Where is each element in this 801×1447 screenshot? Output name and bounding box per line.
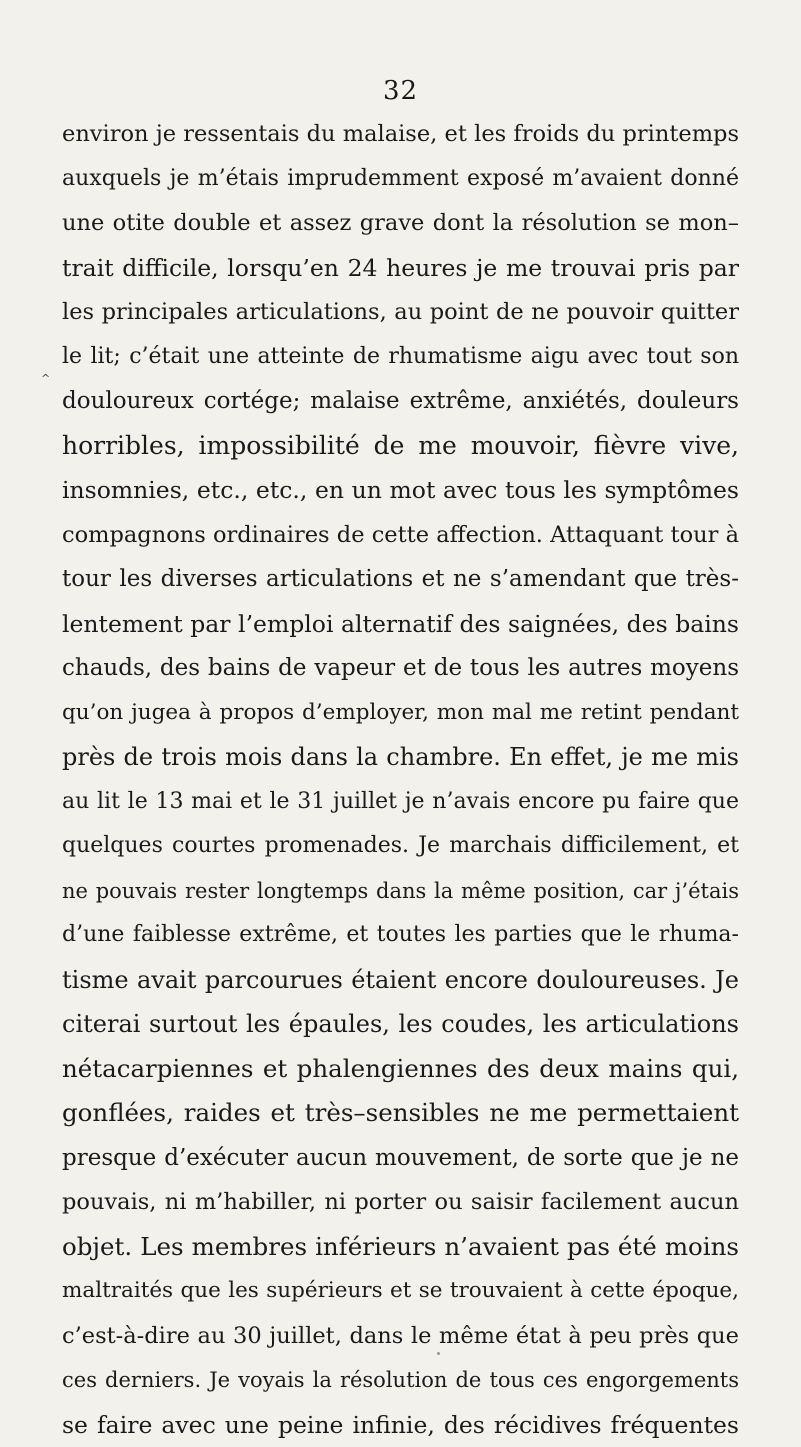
text-line: objet. Les membres inférieurs n’avaient pas été moins bbox=[62, 1231, 739, 1261]
text-line: lentement par l’emploi alternatif des saignées, des bains bbox=[62, 609, 739, 638]
text-line: douloureux cortége; malaise extrême, anxiétés, douleurs bbox=[62, 388, 739, 414]
text-line: maltraités que les supérieurs et se trouvaient à cette époque, bbox=[62, 1278, 739, 1303]
text-line: gonflées, raides et très–sensibles ne me permettaient bbox=[62, 1098, 739, 1127]
text-line: quelques courtes promenades. Je marchais difficilement, et bbox=[62, 833, 739, 858]
text-line: qu’on jugea à propos d’employer, mon mal me retint pendant bbox=[62, 699, 739, 725]
text-line: d’une faiblesse extrême, et toutes les parties que le rhuma- bbox=[62, 922, 739, 947]
text-line: chauds, des bains de vapeur et de tous les autres moyens bbox=[62, 655, 739, 681]
text-line: pouvais, ni m’habiller, ni porter ou saisir facilement aucun bbox=[62, 1189, 739, 1215]
text-line: une otite double et assez grave dont la résolution se mon– bbox=[62, 210, 739, 236]
text-line: au lit le 13 mai et le 31 juillet je n’avais encore pu faire que bbox=[62, 788, 739, 814]
text-line: trait difficile, lorsqu’en 24 heures je me trouvai pris par bbox=[62, 253, 739, 282]
text-line: se faire avec une peine infinie, des récidives fréquentes bbox=[62, 1410, 739, 1439]
text-line: les principales articulations, au point de ne pouvoir quitter bbox=[62, 299, 739, 325]
text-line: environ je ressentais du malaise, et les froids du printemps bbox=[62, 121, 739, 147]
text-line: nétacarpiennes et phalengiennes des deux mains qui, bbox=[62, 1053, 739, 1083]
text-line: horribles, impossibilité de me mouvoir, fièvre vive, bbox=[62, 430, 739, 460]
text-line: compagnons ordinaires de cette affection. Attaquant tour à bbox=[62, 521, 739, 548]
page-number: 32 bbox=[382, 76, 419, 106]
text-line: insomnies, etc., etc., en un mot avec tous les symptômes bbox=[62, 476, 739, 504]
text-line: c’est-à-dire au 30 juillet, dans le même état à peu près que bbox=[62, 1322, 739, 1349]
text-line: le lit; c’était une atteinte de rhumatisme aigu avec tout son bbox=[62, 343, 739, 369]
text-line: ne pouvais rester longtemps dans la même position, car j’étais bbox=[62, 878, 739, 903]
body-text bbox=[62, 112, 739, 1447]
text-line: ces derniers. Je voyais la résolution de tous ces engorgements bbox=[62, 1368, 739, 1392]
text-line: tour les diverses articulations et ne s’amendant que très- bbox=[62, 566, 739, 592]
margin-mark: ^ bbox=[41, 372, 51, 385]
text-line: citerai surtout les épaules, les coudes, les articulations bbox=[62, 1010, 739, 1038]
text-line: auxquels je m’étais imprudemment exposé m’avaient donné bbox=[62, 165, 739, 191]
text-line: tisme avait parcourues étaient encore douloureuses. Je bbox=[62, 965, 739, 994]
text-line: près de trois mois dans la chambre. En effet, je me mis bbox=[62, 743, 739, 771]
text-line: presque d’exécuter aucun mouvement, de sorte que je ne bbox=[62, 1144, 739, 1171]
paper-speck bbox=[437, 1352, 440, 1355]
